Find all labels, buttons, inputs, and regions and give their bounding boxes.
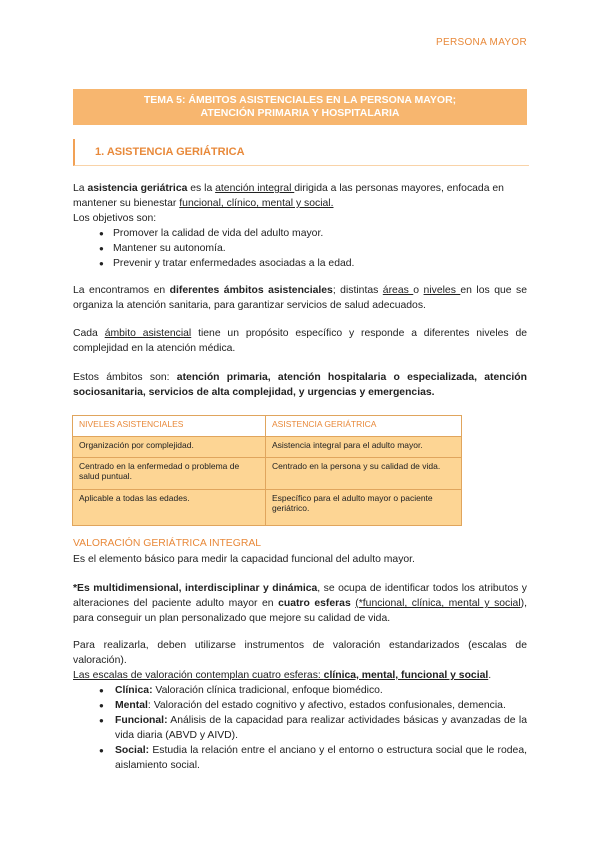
bold-text: cuatro esferas (278, 598, 351, 609)
header-label: PERSONA MAYOR (436, 37, 527, 48)
instrumentos-paragraph: Para realizarla, deben utilizarse instrumentos de valoración estandarizados (escalas de valoración). (73, 640, 527, 666)
list-item (93, 683, 527, 698)
underlined-text: ámbito asistencial (104, 328, 192, 339)
paragraph-ambitos (73, 283, 527, 313)
esfera-name: Mental (115, 700, 148, 711)
valoracion-heading: VALORACIÓN GERIÁTRICA INTEGRAL (73, 538, 262, 549)
esfera-name: Clínica: (115, 685, 153, 696)
table-header-cell: ASISTENCIA GERIÁTRICA (266, 416, 462, 437)
paragraph-ambitos-list (73, 370, 527, 400)
esfera-name: Funcional: (115, 715, 168, 726)
underlined-text: áreas (382, 285, 414, 296)
text: . (488, 670, 492, 681)
table-cell: Centrado en la enfermedad o problema de salud puntual. (73, 458, 266, 490)
text: dirigida a las personas mayores, enfocada en mantener su bienestar (73, 183, 504, 209)
text: , se ocupa de identificar todos los atributos y alteraciones del paciente adulto mayor en (73, 583, 527, 609)
table-row (73, 458, 462, 490)
title-line-2: ATENCIÓN PRIMARIA Y HOSPITALARIA (200, 107, 400, 119)
title-line-1: TEMA 5: ÁMBITOS ASISTENCIALES EN LA PERSONA MAYOR; (143, 94, 457, 106)
paragraph-ambito-asistencial (73, 326, 527, 356)
bold-text: asistencia geriátrica (87, 183, 188, 194)
text: La encontramos en (73, 285, 170, 296)
esfera-name: Social: (115, 745, 150, 756)
table-cell: Organización por complejidad. (73, 437, 266, 458)
bold-text: atención primaria, atención hospitalaria o especializada, atención sociosanitaria, servicios de alta complejidad, y urgencias y emergencias. (73, 372, 527, 398)
bold-text: *Es multidimensional, interdisciplinar y dinámica (73, 583, 318, 594)
list-item: ● Mantener su autonomía. (93, 241, 529, 256)
valoracion-description: Es el elemento básico para medir la capacidad funcional del adulto mayor. (73, 554, 415, 565)
text: ; distintas (332, 285, 383, 296)
esfera-text: : Valoración del estado cognitivo y afectivo, estados confusionales, demencia. (147, 700, 506, 711)
table-cell: Específico para el adulto mayor o paciente geriátrico. (266, 490, 462, 526)
text: es la (187, 183, 216, 194)
text: ), para conseguir un plan personalizado que mejore su calidad de vida. (73, 598, 527, 624)
underlined-text: Las escalas de valoración contemplan cuatro esferas: (73, 670, 324, 681)
table-cell: Asistencia integral para el adulto mayor. (266, 437, 462, 458)
escalas-paragraph (73, 668, 527, 683)
objectives-label: Los objetivos son: (73, 213, 157, 224)
text: Cada (73, 328, 105, 339)
list-item: ● Promover la calidad de vida del adulto mayor. (93, 226, 529, 241)
table-cell: Aplicable a todas las edades. (73, 490, 266, 526)
valoracion-paragraph (73, 581, 527, 626)
text: o (413, 285, 424, 296)
table-header-row (73, 416, 462, 437)
text: Estos ámbitos son: (73, 372, 177, 383)
title-band (73, 89, 527, 125)
esfera-text: Valoración clínica tradicional, enfoque biomédico. (152, 685, 383, 696)
table-header-cell: NIVELES ASISTENCIALES (73, 416, 266, 437)
table-row (73, 490, 462, 526)
underlined-text: funcional, clínico, mental y social. (179, 198, 334, 209)
section-heading-text: 1. ASISTENCIA GERIÁTRICA (95, 146, 245, 158)
list-item (93, 698, 527, 713)
bold-text: diferentes ámbitos asistenciales (169, 285, 333, 296)
bold-underlined-text: clínica, mental, funcional y social (323, 670, 489, 681)
objectives-list (73, 226, 529, 271)
list-item: ● Prevenir y tratar enfermedades asociadas a la edad. (93, 256, 529, 271)
section-heading (73, 139, 529, 166)
esfera-text: Análisis de la capacidad para realizar actividades básicas y avanzadas de la vida diaria (ABVD y AIVD). (115, 715, 527, 741)
list-item (93, 743, 527, 773)
text: La (73, 183, 88, 194)
list-item (93, 713, 527, 743)
text: tiene un propósito específico y responde a diferentes niveles de complejidad en la atención médica. (73, 328, 528, 354)
esfera-text: Estudia la relación entre el anciano y el entorno o estructura social que le rodea, aislamiento social. (115, 745, 527, 771)
table-row (73, 437, 462, 458)
esferas-list (93, 683, 527, 773)
comparison-table (72, 415, 462, 526)
underlined-text: atención integral (215, 183, 295, 194)
underlined-text: niveles (423, 285, 461, 296)
underlined-text: (*funcional, clínica, mental y social (355, 598, 521, 609)
text: en los que se organiza la atención sanitaria, para garantizar servicios de salud adecuados. (73, 285, 527, 311)
intro-paragraph (73, 181, 529, 271)
table-cell: Centrado en la persona y su calidad de vida. (266, 458, 462, 490)
